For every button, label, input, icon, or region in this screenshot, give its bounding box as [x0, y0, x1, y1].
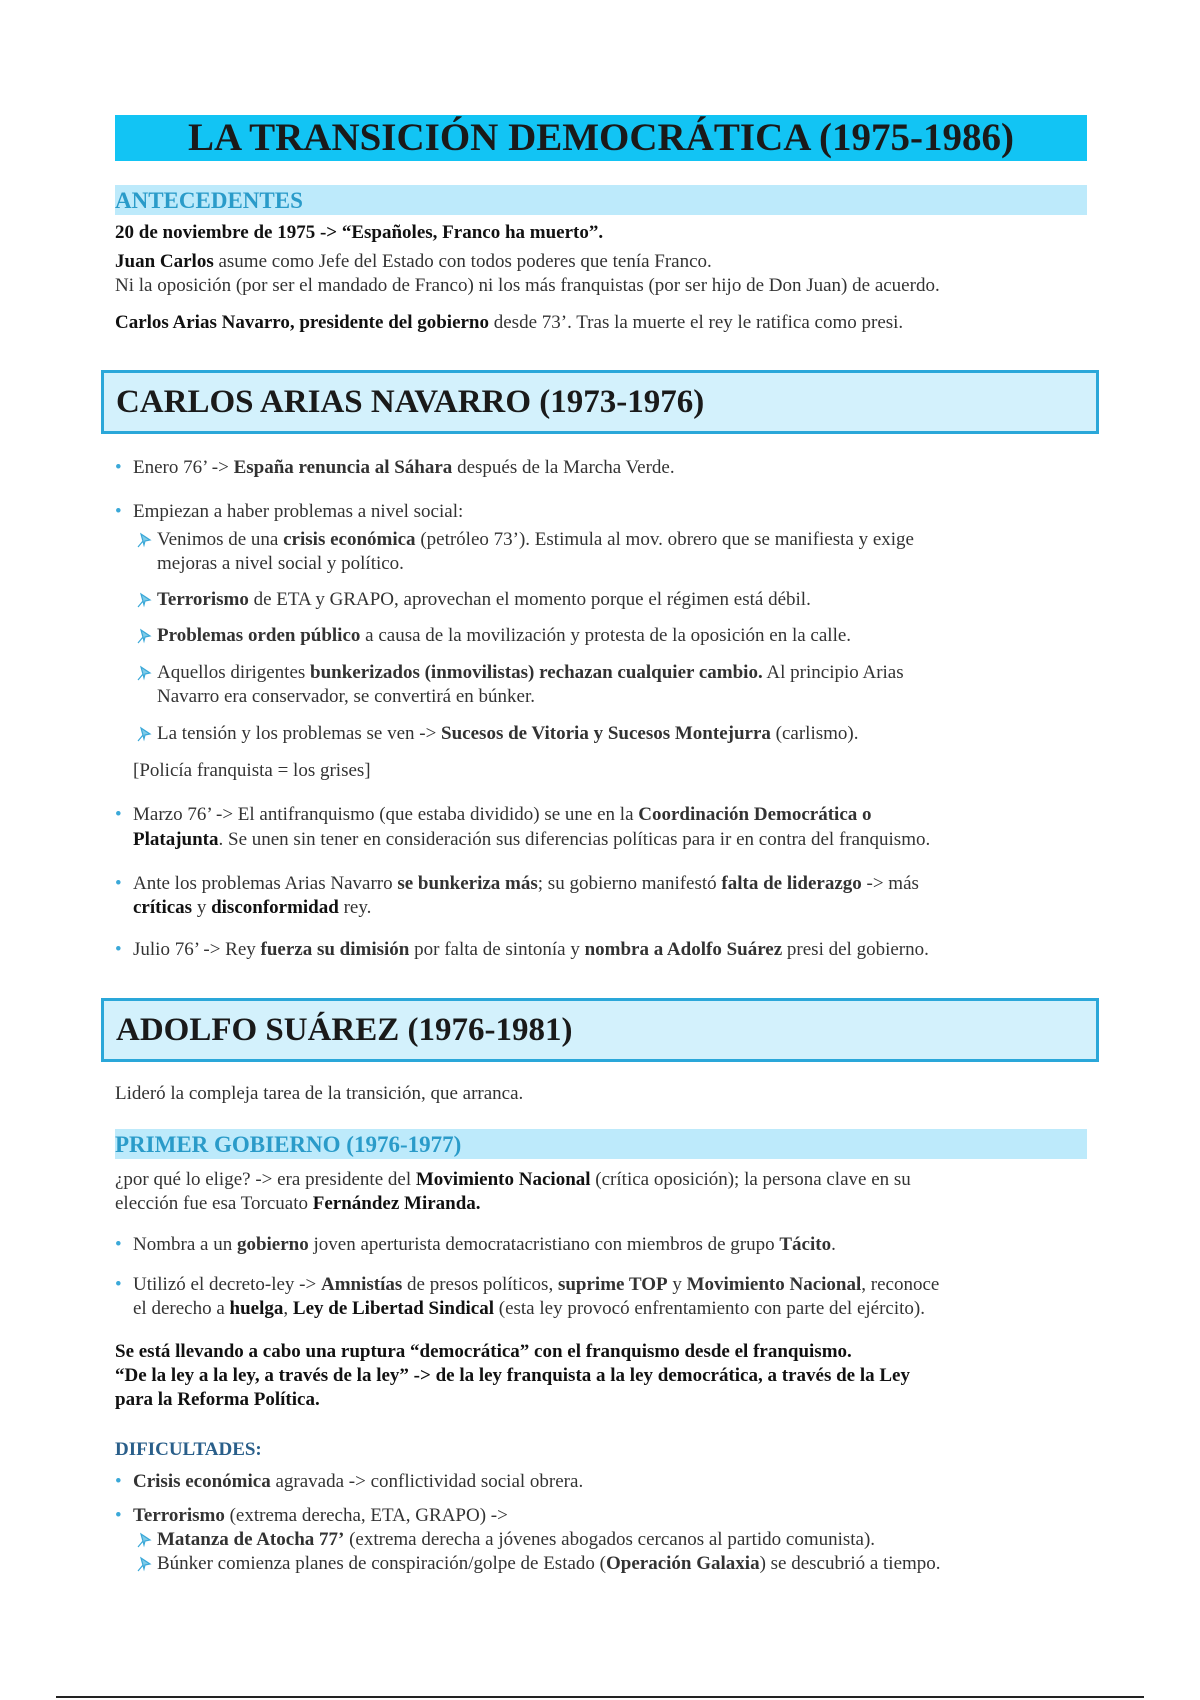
- pin-icon: [135, 628, 152, 645]
- section-heading-arias: CARLOS ARIAS NAVARRO (1973-1976): [101, 370, 1099, 434]
- sub-list-item-cont: Navarro era conservador, se convertirá en búnker.: [157, 686, 536, 707]
- pin-icon: [135, 592, 152, 609]
- list-item: • Empiezan a haber problemas a nivel social:: [115, 500, 463, 524]
- sub-list-item: Búnker comienza planes de conspiración/golpe de Estado (Operación Galaxia) se descubrió a tiempo.: [135, 1552, 941, 1576]
- sub-list-item: Terrorismo de ETA y GRAPO, aprovechan el momento porque el régimen está débil.: [135, 588, 811, 612]
- pin-icon: [135, 532, 152, 549]
- section-heading-antecedentes: ANTECEDENTES: [115, 185, 1087, 215]
- sub-list-item-cont: mejoras a nivel social y político.: [157, 553, 404, 574]
- list-item: • Ante los problemas Arias Navarro se bunkeriza más; su gobierno manifestó falta de liderazgo -> más: [115, 872, 919, 896]
- pin-icon: [135, 1556, 152, 1573]
- page-title: LA TRANSICIÓN DEMOCRÁTICA (1975-1986): [115, 115, 1087, 161]
- bold-statement: Se está llevando a cabo una ruptura “democrática” con el franquismo desde el franquismo.: [115, 1341, 852, 1362]
- text-line: Carlos Arias Navarro, presidente del gobierno desde 73’. Tras la muerte el rey le ratifica como presi.: [115, 312, 904, 333]
- note-text: [Policía franquista = los grises]: [133, 760, 371, 781]
- list-item: • Marzo 76’ -> El antifranquismo (que estaba dividido) se une en la Coordinación Democrática o: [115, 803, 872, 827]
- list-item: • Crisis económica agravada -> conflictividad social obrera.: [115, 1470, 583, 1494]
- sub-list-item: Matanza de Atocha 77’ (extrema derecha a jóvenes abogados cercanos al partido comunista).: [135, 1528, 875, 1552]
- list-item: • Nombra a un gobierno joven aperturista democratacristiano con miembros de grupo Tácito.: [115, 1233, 836, 1257]
- list-item-cont: críticas y disconformidad rey.: [133, 897, 372, 918]
- text-line: ¿por qué lo elige? -> era presidente del Movimiento Nacional (crítica oposición); la persona clave en su: [115, 1169, 911, 1190]
- text-line: elección fue esa Torcuato Fernández Miranda.: [115, 1193, 481, 1214]
- sub-list-item: Venimos de una crisis económica (petróleo 73’). Estimula al mov. obrero que se manifiesta y exige: [135, 528, 914, 552]
- list-item: • Julio 76’ -> Rey fuerza su dimisión por falta de sintonía y nombra a Adolfo Suárez presi del gobierno.: [115, 938, 929, 962]
- pin-icon: [135, 726, 152, 743]
- list-item: • Utilizó el decreto-ley -> Amnistías de presos políticos, suprime TOP y Movimiento Nacional, reconoce: [115, 1273, 939, 1297]
- list-item: • Terrorismo (extrema derecha, ETA, GRAPO) ->: [115, 1504, 508, 1528]
- text-line: Juan Carlos asume como Jefe del Estado con todos poderes que tenía Franco.: [115, 251, 712, 272]
- page-bottom-rule: [56, 1696, 1144, 1698]
- section-heading-suarez: ADOLFO SUÁREZ (1976-1981): [101, 998, 1099, 1062]
- pin-icon: [135, 1532, 152, 1549]
- dificultades-label: DIFICULTADES:: [115, 1439, 262, 1460]
- text-line: Ni la oposición (por ser el mandado de Franco) ni los más franquistas (por ser hijo de Don Juan) de acuerdo.: [115, 275, 940, 296]
- section-heading-primer-gobierno: PRIMER GOBIERNO (1976-1977): [115, 1129, 1087, 1159]
- list-item-cont: Platajunta. Se unen sin tener en consideración sus diferencias políticas para ir en contra del franquismo.: [133, 829, 931, 850]
- sub-list-item: Problemas orden público a causa de la movilización y protesta de la oposición en la calle.: [135, 624, 851, 648]
- list-item-cont: el derecho a huelga, Ley de Libertad Sindical (esta ley provocó enfrentamiento con parte del ejército).: [133, 1298, 925, 1319]
- pin-icon: [135, 665, 152, 682]
- sub-list-item: La tensión y los problemas se ven -> Sucesos de Vitoria y Sucesos Montejurra (carlismo).: [135, 722, 858, 746]
- text-line: Lideró la compleja tarea de la transición, que arranca.: [115, 1083, 524, 1104]
- bold-statement: “De la ley a la ley, a través de la ley” -> de la ley franquista a la ley democrática, a través de la Ley: [115, 1365, 910, 1386]
- list-item: • Enero 76’ -> España renuncia al Sáhara después de la Marcha Verde.: [115, 456, 675, 480]
- text-line: 20 de noviembre de 1975 -> “Españoles, Franco ha muerto”.: [115, 222, 604, 243]
- bold-statement: para la Reforma Política.: [115, 1389, 320, 1410]
- sub-list-item: Aquellos dirigentes bunkerizados (inmovilistas) rechazan cualquier cambio. Al principio Arias: [135, 661, 904, 685]
